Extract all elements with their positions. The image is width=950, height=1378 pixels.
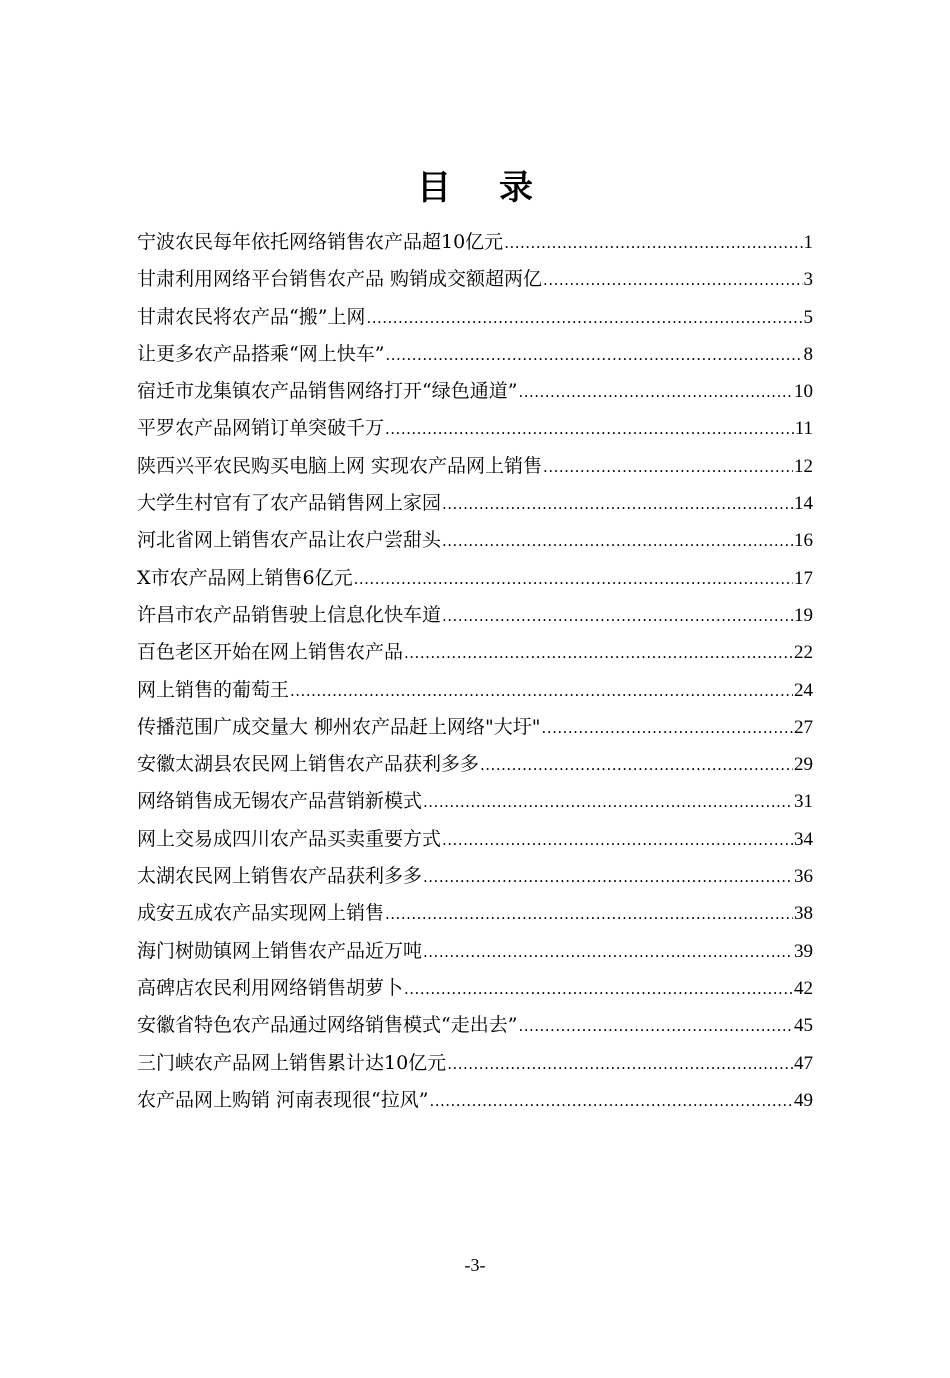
toc-leader-dots	[447, 1049, 793, 1079]
toc-entry-page: 47	[794, 1052, 813, 1074]
toc-entry-title: X市农产品网上销售6亿元	[137, 566, 353, 589]
toc-leader-dots	[385, 414, 794, 444]
page-number: -3-	[464, 1255, 486, 1275]
toc-entry-title: 网上交易成四川农产品买卖重要方式	[137, 827, 442, 850]
toc-leader-dots	[385, 340, 802, 370]
toc-leader-dots	[504, 228, 802, 258]
toc-entry[interactable]	[137, 824, 813, 861]
toc-entry-page: 22	[794, 642, 813, 664]
toc-entry-title: 高碑店农民利用网络销售胡萝卜	[137, 976, 404, 999]
toc-leader-dots	[543, 452, 793, 482]
toc-entry[interactable]	[137, 936, 813, 973]
toc-entry[interactable]	[137, 675, 813, 712]
toc-entry-title: 安徽太湖县农民网上销售农产品获利多多	[137, 753, 480, 776]
toc-entry[interactable]	[137, 563, 813, 600]
toc-entry-title: 网上销售的葡萄王	[137, 678, 290, 701]
toc-entry-page: 10	[794, 381, 813, 403]
toc-entry[interactable]	[137, 898, 813, 935]
toc-entry-page: 31	[794, 791, 813, 813]
toc-entry-page: 19	[794, 604, 813, 626]
toc-entry-title: 农产品网上购销 河南表现很“拉风”	[137, 1088, 429, 1111]
toc-entry-title: 许昌市农产品销售驶上信息化快车道	[137, 603, 442, 626]
toc-entry-title: 让更多农产品搭乘“网上快车”	[137, 342, 385, 365]
toc-leader-dots	[442, 489, 793, 519]
toc-leader-dots	[423, 787, 793, 817]
toc-entry-page: 42	[794, 977, 813, 999]
toc-entry[interactable]	[137, 339, 813, 376]
toc-leader-dots	[404, 638, 793, 668]
toc-entry-page: 29	[794, 754, 813, 776]
toc-entry[interactable]	[137, 413, 813, 450]
toc-entry-page: 14	[794, 493, 813, 515]
toc-entry-page: 17	[794, 567, 813, 589]
toc-list	[137, 227, 813, 1122]
toc-heading-char-2: 录	[499, 168, 533, 208]
toc-entry-title: 陕西兴平农民购买电脑上网 实现农产品网上销售	[137, 454, 543, 477]
toc-entry[interactable]	[137, 488, 813, 525]
toc-entry[interactable]	[137, 637, 813, 674]
toc-entry-page: 8	[803, 343, 813, 365]
toc-leader-dots	[518, 1011, 793, 1041]
toc-leader-dots	[442, 601, 793, 631]
toc-entry[interactable]	[137, 749, 813, 786]
toc-entry-title: 甘肃农民将农产品“搬”上网	[137, 305, 366, 328]
toc-entry-title: 安徽省特色农产品通过网络销售模式“走出去”	[137, 1014, 518, 1037]
toc-leader-dots	[354, 564, 793, 594]
toc-entry[interactable]	[137, 1048, 813, 1085]
toc-entry[interactable]	[137, 973, 813, 1010]
toc-leader-dots	[542, 713, 793, 743]
toc-leader-dots	[423, 937, 793, 967]
toc-entry-page: 38	[794, 903, 813, 925]
toc-leader-dots	[543, 265, 802, 295]
toc-entry-page: 27	[794, 716, 813, 738]
toc-entry-page: 11	[794, 418, 813, 440]
toc-leader-dots	[385, 899, 793, 929]
toc-entry[interactable]	[137, 227, 813, 264]
toc-entry-title: 平罗农产品网销订单突破千万	[137, 417, 385, 440]
toc-entry-title: 网络销售成无锡农产品营销新模式	[137, 790, 423, 813]
toc-entry-page: 12	[794, 455, 813, 477]
toc-leader-dots	[429, 1086, 793, 1116]
toc-leader-dots	[442, 825, 793, 855]
toc-leader-dots	[480, 750, 793, 780]
toc-leader-dots	[423, 862, 793, 892]
toc-entry-page: 39	[794, 940, 813, 962]
toc-entry[interactable]	[137, 600, 813, 637]
toc-entry-title: 河北省网上销售农产品让农户尝甜头	[137, 529, 442, 552]
toc-entry-title: 宁波农民每年依托网络销售农产品超10亿元	[137, 231, 504, 253]
toc-entry-title: 成安五成农产品实现网上销售	[137, 902, 385, 925]
toc-entry-page: 36	[794, 866, 813, 888]
toc-entry-page: 24	[794, 679, 813, 701]
toc-leader-dots	[404, 974, 793, 1004]
toc-entry-page: 3	[803, 269, 813, 291]
toc-entry[interactable]	[137, 451, 813, 488]
toc-entry-title: 宿迁市龙集镇农产品销售网络打开“绿色通道”	[137, 380, 518, 403]
toc-leader-dots	[366, 303, 802, 333]
toc-entry-title: 太湖农民网上销售农产品获利多多	[137, 865, 423, 888]
toc-entry[interactable]	[137, 1010, 813, 1047]
toc-entry[interactable]	[137, 525, 813, 562]
toc-entry-page: 16	[794, 530, 813, 552]
toc-entry-page: 5	[803, 306, 813, 328]
toc-heading-char-1: 目	[417, 168, 451, 208]
toc-entry[interactable]	[137, 712, 813, 749]
toc-leader-dots	[290, 676, 793, 706]
toc-entry-page: 34	[794, 828, 813, 850]
toc-entry-title: 大学生村官有了农产品销售网上家园	[137, 492, 442, 515]
toc-entry-title: 三门峡农产品网上销售累计达10亿元	[137, 1051, 447, 1074]
toc-entry-page: 49	[794, 1089, 813, 1111]
toc-entry-page: 45	[794, 1015, 813, 1037]
toc-heading	[0, 163, 950, 213]
toc-entry-title: 海门树勋镇网上销售农产品近万吨	[137, 939, 423, 962]
toc-leader-dots	[442, 526, 793, 556]
toc-entry[interactable]	[137, 376, 813, 413]
toc-entry[interactable]	[137, 302, 813, 339]
toc-entry[interactable]	[137, 786, 813, 823]
toc-entry[interactable]	[137, 861, 813, 898]
toc-entry-title: 传播范围广成交量大 柳州农产品赶上网络"大圩"	[137, 715, 541, 738]
toc-entry[interactable]	[137, 264, 813, 301]
toc-entry-title: 甘肃利用网络平台销售农产品 购销成交额超两亿	[137, 268, 543, 291]
toc-entry[interactable]	[137, 1085, 813, 1122]
toc-entry-title: 百色老区开始在网上销售农产品	[137, 641, 404, 664]
toc-entry-page: 1	[803, 232, 813, 253]
toc-leader-dots	[518, 377, 793, 407]
